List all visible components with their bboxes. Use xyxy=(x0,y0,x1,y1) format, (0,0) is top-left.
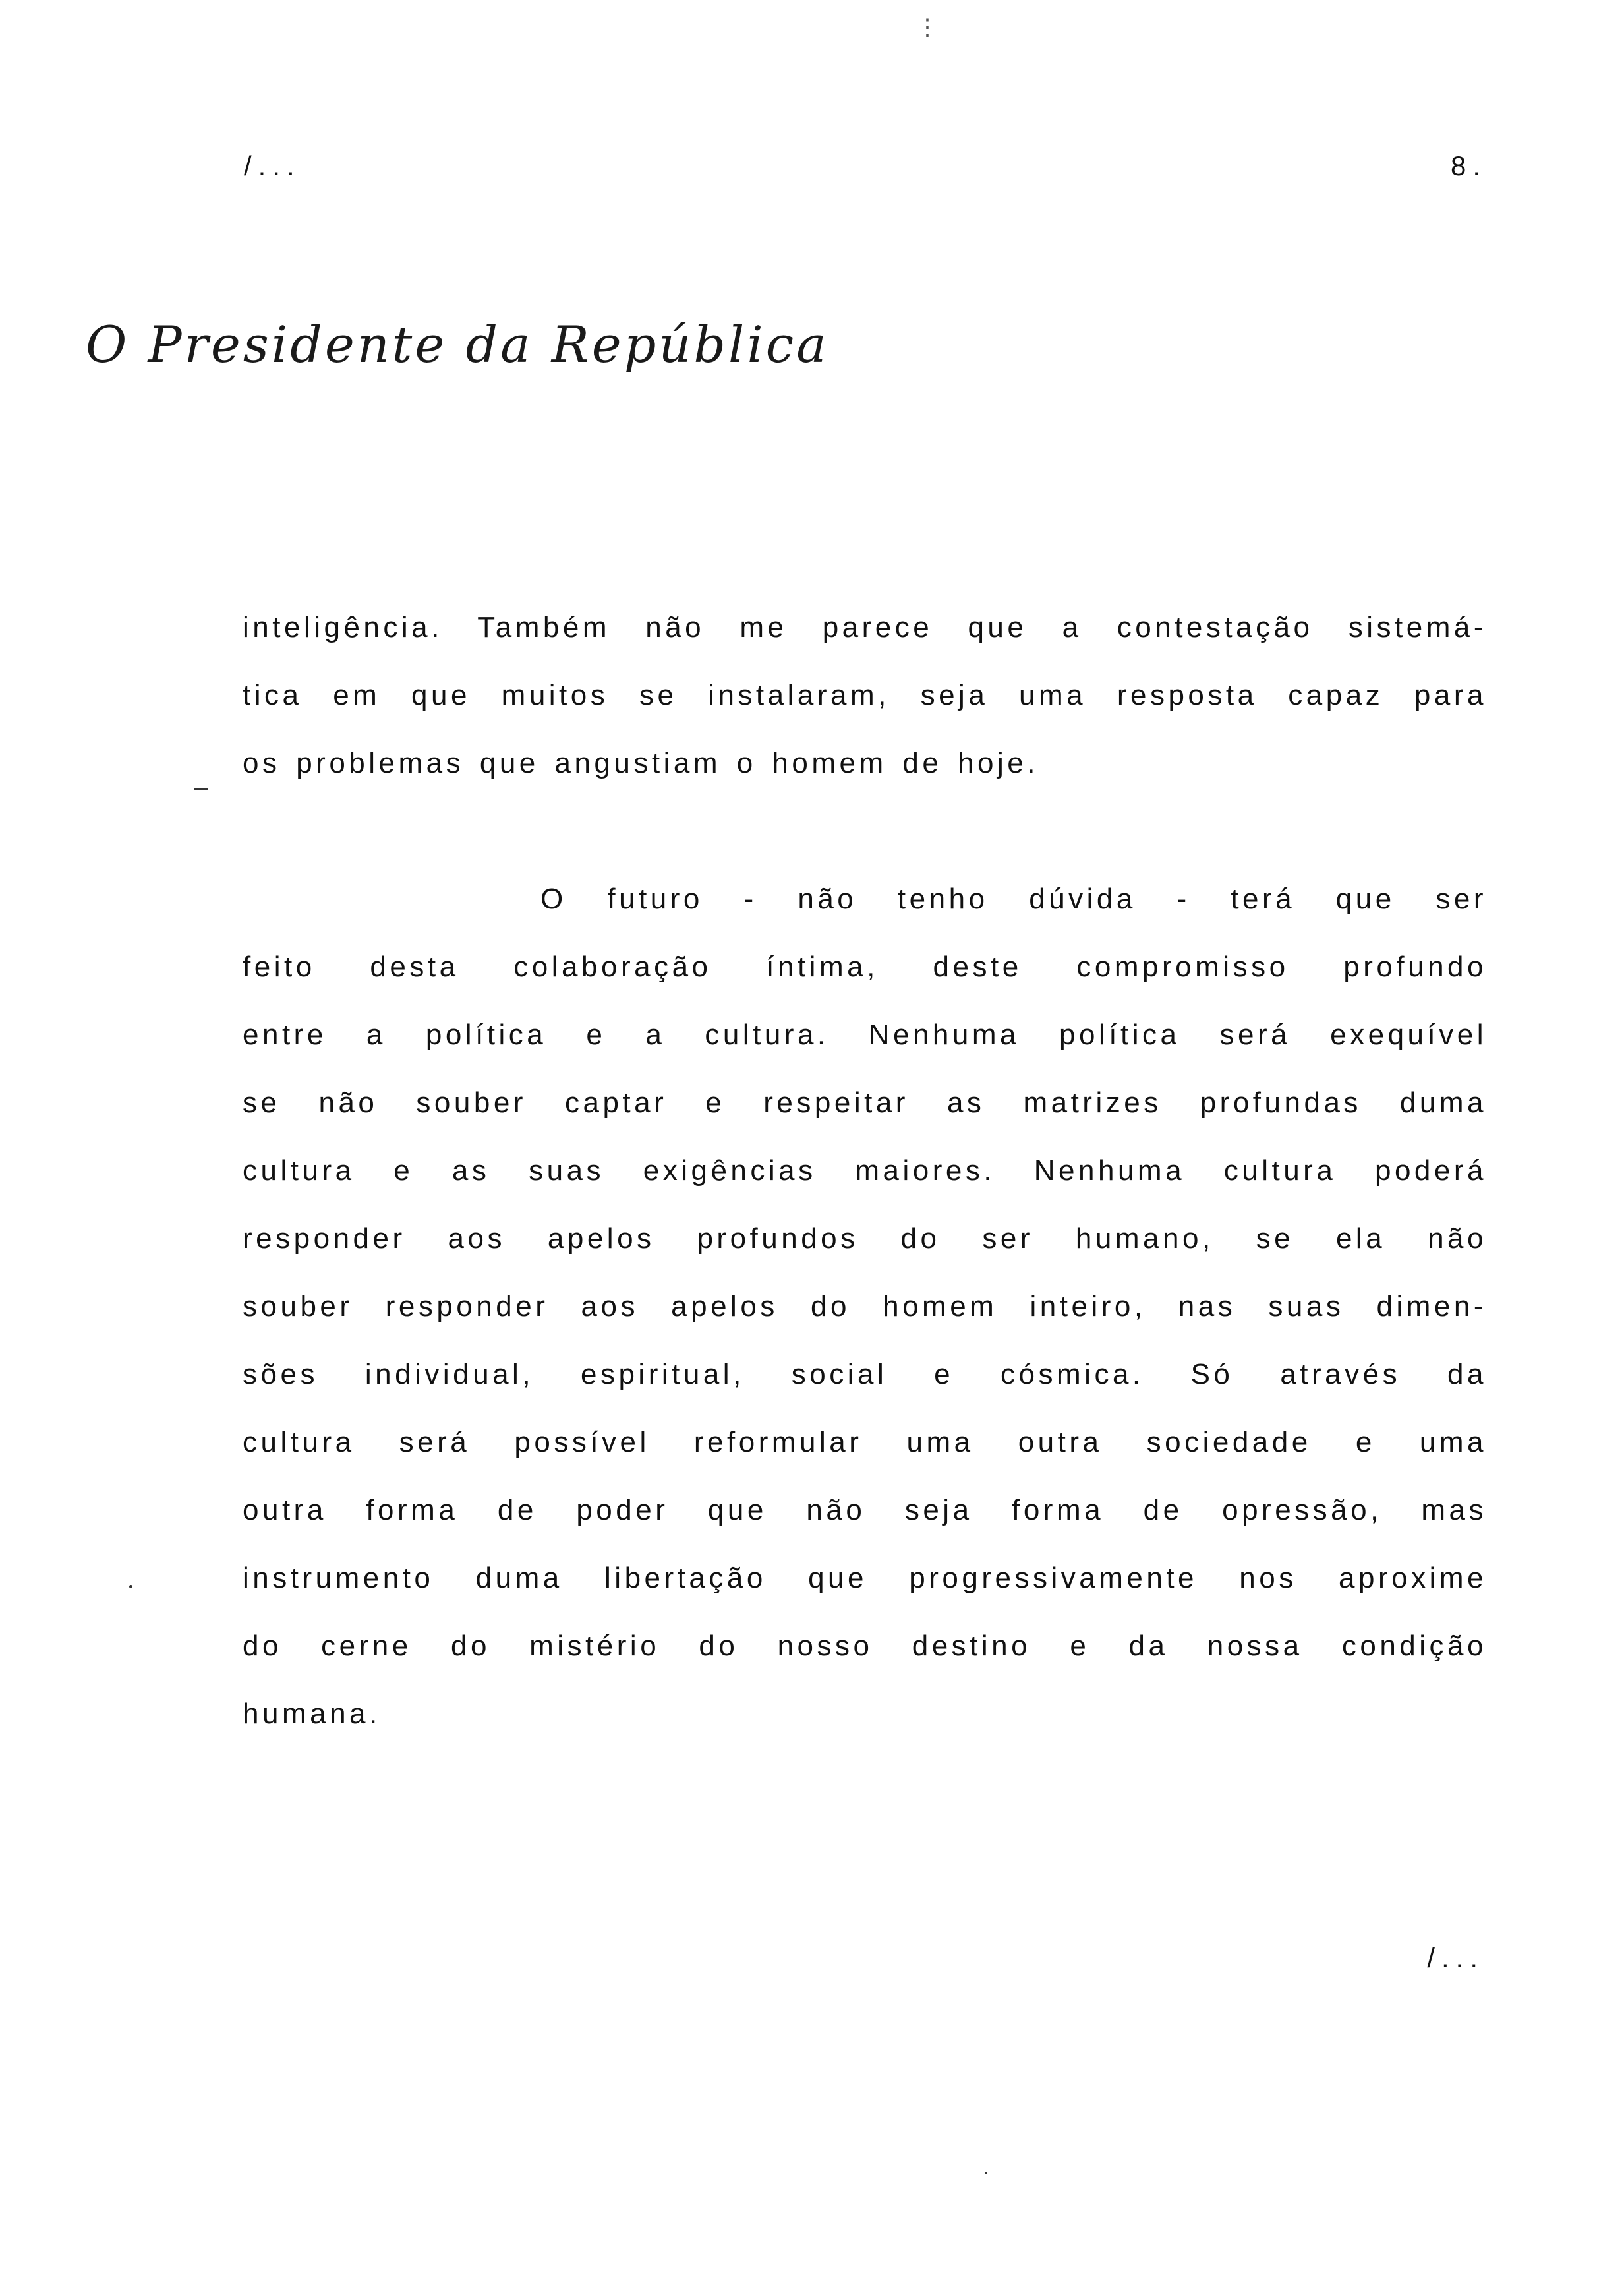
paragraph2-line: se não souber captar e respeitar as matrizes profundas duma xyxy=(243,1086,1487,1119)
paragraph1-line: inteligência. Também não me parece que a contestação sistemá- xyxy=(243,611,1487,643)
paragraph2-line: do cerne do mistério do nosso destino e da nossa condição xyxy=(243,1630,1487,1662)
paragraph1-line: os problemas que angustiam o homem de hoje. xyxy=(243,747,1039,779)
paragraph2-line: instrumento duma libertação que progressivamente nos aproxime xyxy=(243,1562,1487,1594)
paragraph2-line: feito desta colaboração íntima, deste compromisso profundo xyxy=(243,951,1487,983)
paragraph1-line: tica em que muitos se instalaram, seja uma resposta capaz para xyxy=(243,679,1487,711)
paragraph2-line: sões individual, espiritual, social e cósmica. Só através da xyxy=(243,1358,1487,1390)
scan-speck xyxy=(129,1585,132,1588)
paragraph2-line: responder aos apelos profundos do ser humano, se ela não xyxy=(243,1222,1487,1255)
page-number: 8. xyxy=(1450,150,1487,181)
scan-artifact-dash xyxy=(194,788,208,790)
footer-continuation-mark: /... xyxy=(1427,1942,1484,1973)
body-text xyxy=(243,593,1487,1748)
paragraph2-line: cultura e as suas exigências maiores. Nenhuma cultura poderá xyxy=(243,1154,1487,1187)
scan-artifact-mark: ⋮ xyxy=(916,15,939,40)
paragraph2-line: cultura será possível reformular uma outra sociedade e uma xyxy=(243,1426,1487,1458)
paragraph2-line: O futuro - não tenho dúvida - terá que ser xyxy=(540,883,1487,915)
header-continuation-mark: /... xyxy=(244,150,301,181)
paragraph2-line: humana. xyxy=(243,1698,381,1730)
scan-speck xyxy=(985,2172,987,2174)
paragraph-gap xyxy=(243,797,1487,865)
paragraph2-line: entre a política e a cultura. Nenhuma política será exequível xyxy=(243,1019,1487,1051)
paragraph2-line: outra forma de poder que não seja forma de opressão, mas xyxy=(243,1494,1487,1526)
letterhead-signature: O Presidente da República xyxy=(86,315,829,374)
paragraph2-line: souber responder aos apelos do homem inteiro, nas suas dimen- xyxy=(243,1290,1487,1323)
